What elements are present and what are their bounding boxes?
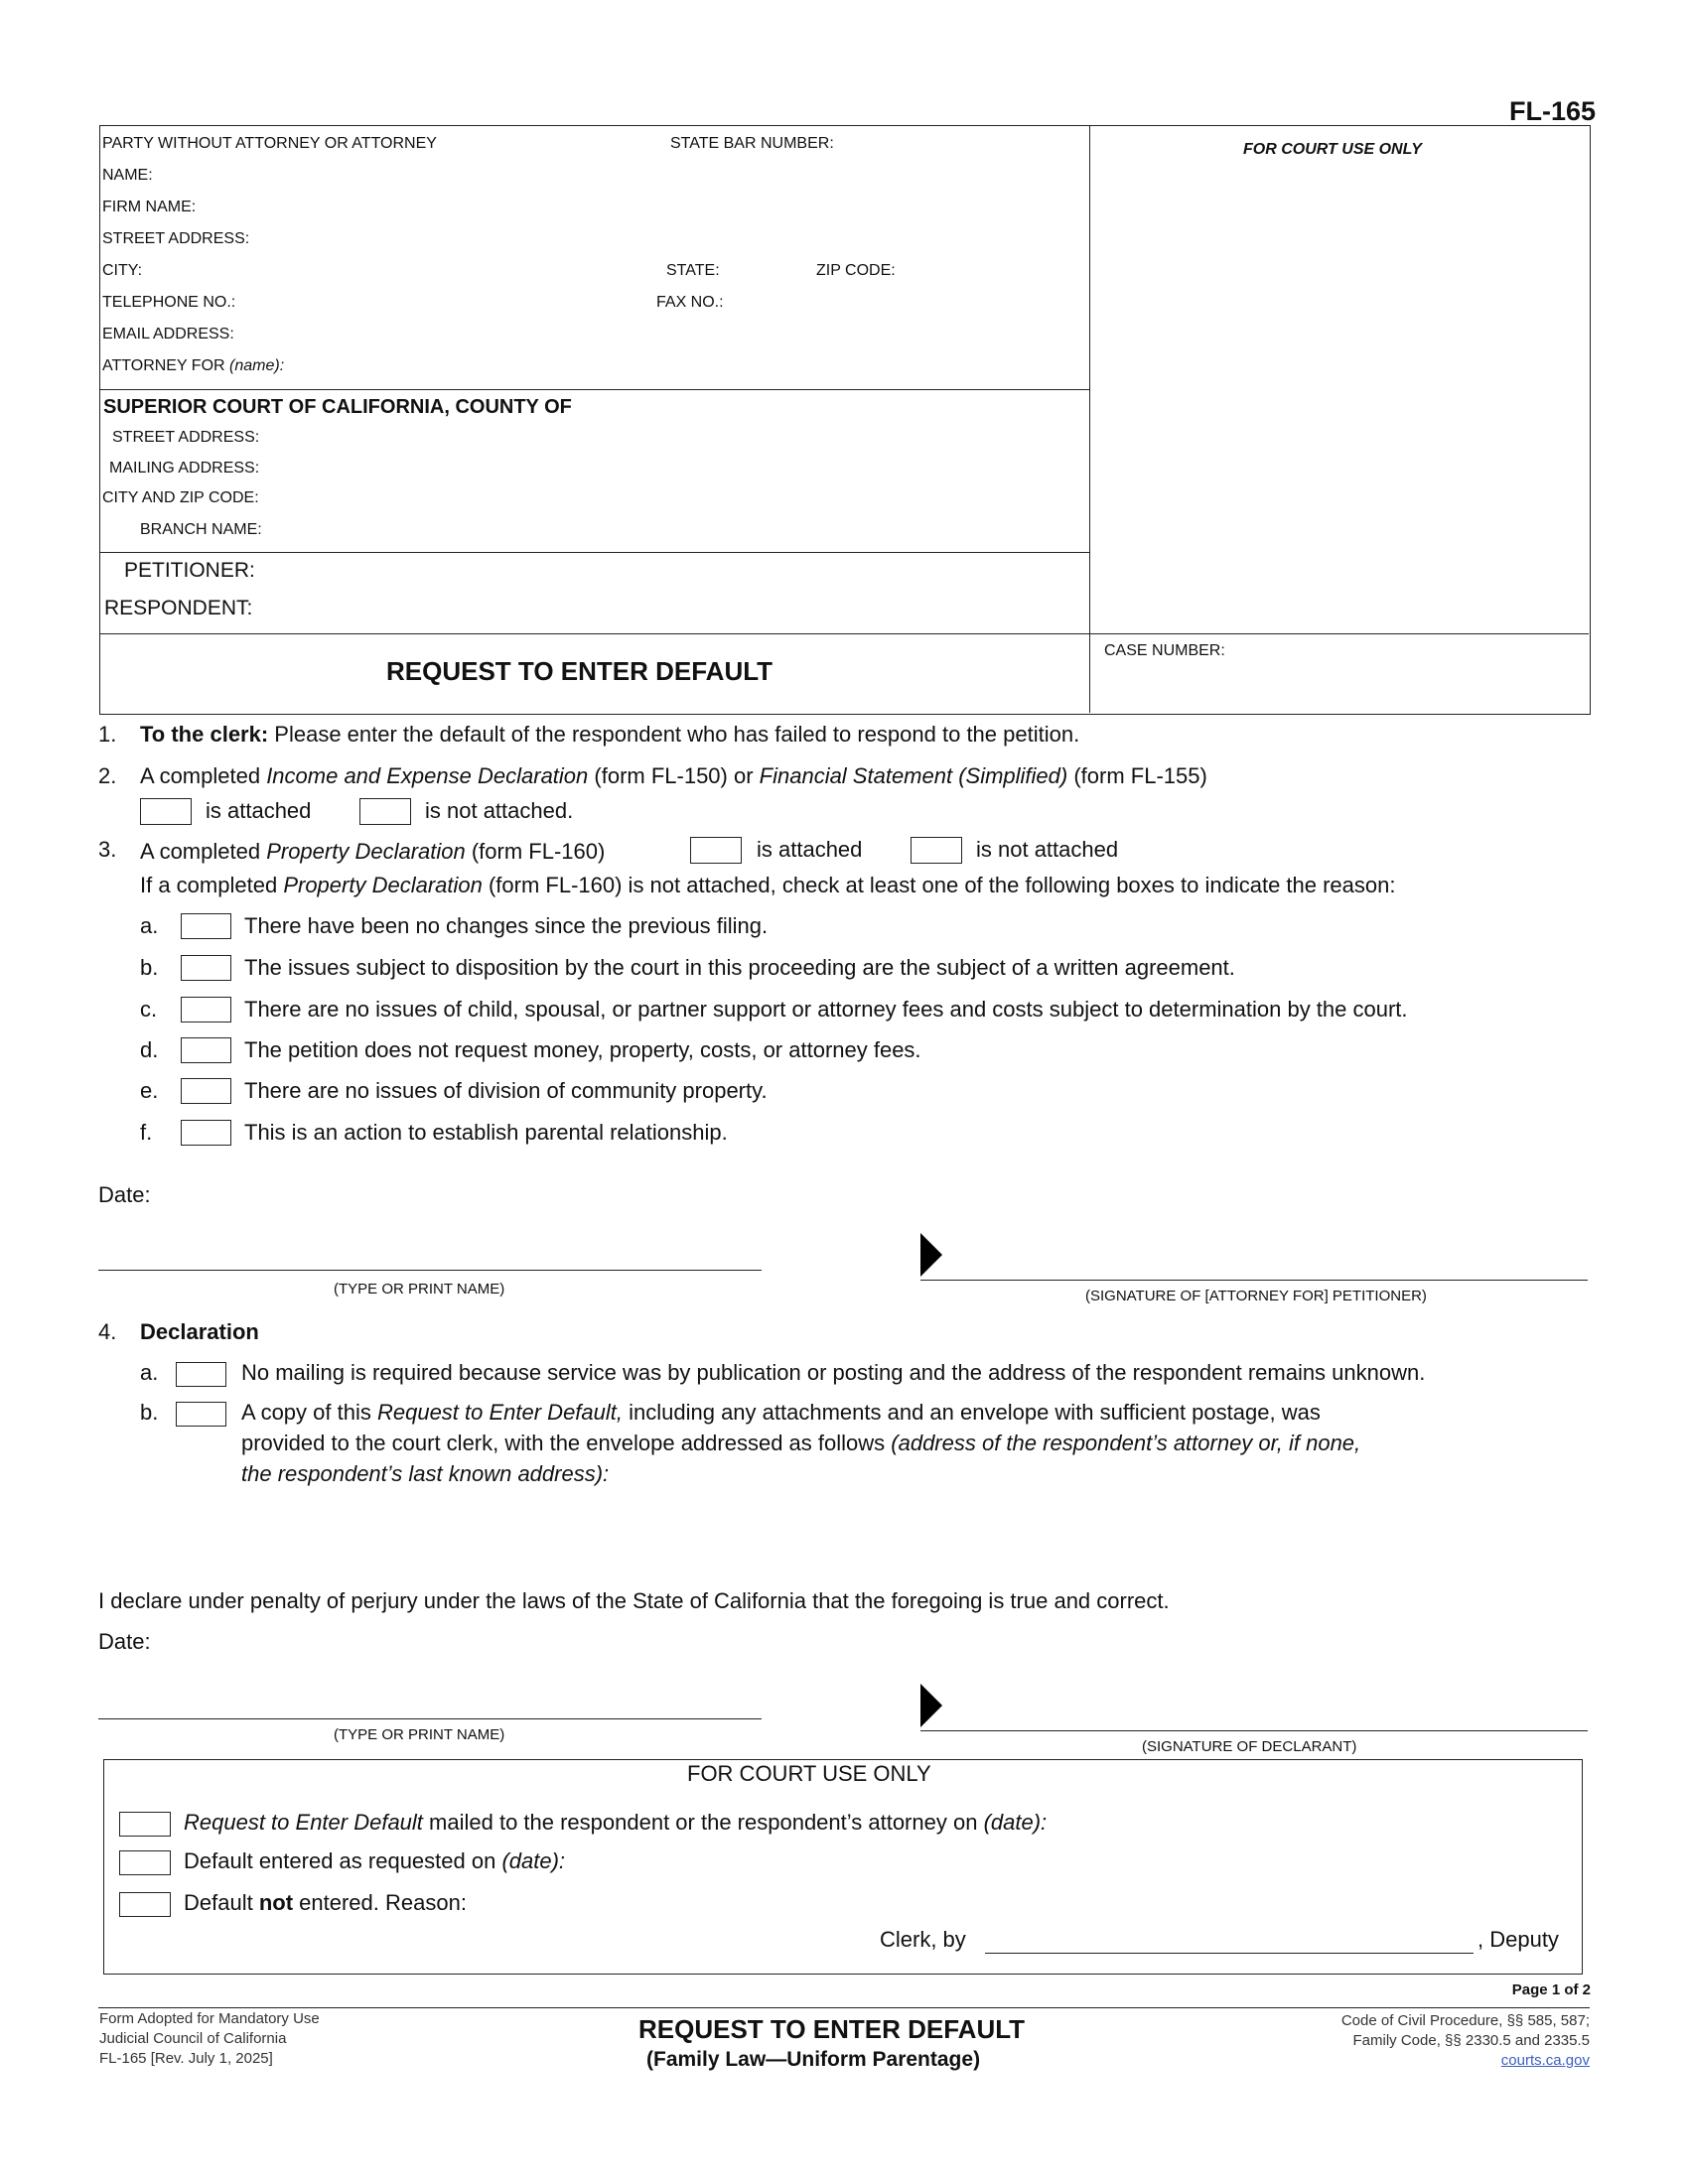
item4b-line2: provided to the court clerk, with the envelope addressed as follows (address of the respondent’s attorney or, if none, [241, 1431, 1361, 1455]
reason-d-checkbox[interactable] [181, 1037, 231, 1063]
firm-name-label[interactable]: FIRM NAME: [102, 199, 197, 215]
state-bar-label: STATE BAR NUMBER: [670, 135, 834, 152]
caption-box [99, 125, 1591, 715]
item3-number: 3. [98, 837, 117, 862]
declarant-signature-line[interactable] [920, 1730, 1588, 1731]
signature-arrow-icon [920, 1233, 942, 1277]
form-number: FL-165 [1508, 96, 1596, 126]
item2-attached-label: is attached [206, 798, 312, 823]
state-label[interactable]: STATE: [666, 262, 720, 279]
item4a-checkbox[interactable] [176, 1362, 226, 1387]
mailed-checkbox[interactable] [119, 1812, 171, 1837]
declaration-text: I declare under penalty of perjury under the laws of the State of California that the foregoing is true and correct. [98, 1588, 1170, 1613]
item4b-letter: b. [140, 1400, 159, 1425]
city-label[interactable]: CITY: [102, 262, 143, 279]
reason-text: There are no issues of division of community property. [244, 1078, 768, 1103]
court-title: SUPERIOR COURT OF CALIFORNIA, COUNTY OF [103, 396, 572, 418]
reason-letter: a. [140, 913, 159, 938]
deputy-label: , Deputy [1477, 1927, 1559, 1952]
item2-not-attached-label: is not attached. [425, 798, 574, 823]
attorney-for-label[interactable]: ATTORNEY FOR (name): [102, 357, 285, 374]
default-not-entered-checkbox[interactable] [119, 1892, 171, 1917]
date-label[interactable]: Date: [98, 1182, 151, 1207]
declarant-signature-caption: (SIGNATURE OF DECLARANT) [1142, 1738, 1357, 1755]
default-entered-text: Default entered as requested on (date): [184, 1848, 566, 1873]
mailed-text: Request to Enter Default mailed to the respondent or the respondent’s attorney on (date): [184, 1810, 1048, 1835]
item3-text: A completed Property Declaration (form FL-160) [140, 839, 606, 864]
respondent-label[interactable]: RESPONDENT: [104, 597, 253, 619]
item4-title: Declaration [140, 1319, 259, 1344]
reason-letter: f. [140, 1120, 153, 1145]
item2-number: 2. [98, 763, 117, 788]
page-number: Page 1 of 2 [1511, 1981, 1591, 1998]
item4a-text: No mailing is required because service was by publication or posting and the address of the respondent remains unknown. [241, 1360, 1426, 1385]
footer-subtitle: (Family Law—Uniform Parentage) [646, 2048, 981, 2071]
item3-attached-checkbox[interactable] [690, 837, 742, 864]
fax-label[interactable]: FAX NO.: [656, 294, 724, 311]
declarant-name-line[interactable] [98, 1718, 762, 1719]
footer-left-1: Form Adopted for Mandatory Use [99, 2010, 320, 2027]
document-title: REQUEST TO ENTER DEFAULT [386, 656, 774, 686]
court-branch-label[interactable]: BRANCH NAME: [140, 521, 262, 538]
street-address-label[interactable]: STREET ADDRESS: [102, 230, 250, 247]
item4b-line1: A copy of this Request to Enter Default, including any attachments and an envelope with sufficient postage, was [241, 1400, 1321, 1425]
reason-text: There have been no changes since the previous filing. [244, 913, 769, 938]
reason-text: The issues subject to disposition by the court in this proceeding are the subject of a written agreement. [244, 955, 1235, 980]
courts-link[interactable]: courts.ca.gov [1500, 2052, 1590, 2069]
reason-text: The petition does not request money, property, costs, or attorney fees. [244, 1037, 921, 1062]
reason-text: There are no issues of child, spousal, or partner support or attorney fees and costs subject to determination by the court. [244, 997, 1408, 1022]
date-label-2[interactable]: Date: [98, 1629, 151, 1654]
item3-attached-label: is attached [757, 837, 863, 862]
declarant-name-caption: (TYPE OR PRINT NAME) [334, 1726, 505, 1743]
item4-number: 4. [98, 1319, 117, 1344]
item1-number: 1. [98, 722, 117, 747]
item4b-line3: the respondent’s last known address): [241, 1461, 610, 1486]
footer-title: REQUEST TO ENTER DEFAULT [638, 2014, 1026, 2044]
item2-text: A completed Income and Expense Declaration (form FL-150) or Financial Statement (Simplified) (form FL-155) [140, 763, 1207, 788]
zip-code-label[interactable]: ZIP CODE: [816, 262, 896, 279]
signature-arrow-icon [920, 1684, 942, 1727]
item3-not-attached-label: is not attached [976, 837, 1119, 862]
clerk-line[interactable] [985, 1953, 1474, 1954]
item4b-checkbox[interactable] [176, 1402, 226, 1427]
reason-letter: e. [140, 1078, 159, 1103]
name-label[interactable]: NAME: [102, 167, 153, 184]
item2-not-attached-checkbox[interactable] [359, 798, 411, 825]
reason-e-checkbox[interactable] [181, 1078, 231, 1104]
name-line[interactable] [98, 1270, 762, 1271]
court-street-label[interactable]: STREET ADDRESS: [112, 429, 260, 446]
case-number-label[interactable]: CASE NUMBER: [1104, 642, 1225, 659]
footer-right-1: Code of Civil Procedure, §§ 585, 587; [1340, 2012, 1590, 2029]
item3-reason-intro: If a completed Property Declaration (form FL-160) is not attached, check at least one of the following boxes to indicate the reason: [140, 873, 1396, 897]
reason-b-checkbox[interactable] [181, 955, 231, 981]
court-use-label: FOR COURT USE ONLY [1243, 141, 1422, 158]
item4a-letter: a. [140, 1360, 159, 1385]
reason-c-checkbox[interactable] [181, 997, 231, 1023]
default-not-entered-text: Default not entered. Reason: [184, 1890, 467, 1915]
court-mailing-label[interactable]: MAILING ADDRESS: [109, 460, 260, 477]
signature-line[interactable] [920, 1280, 1588, 1281]
reason-letter: c. [140, 997, 158, 1022]
footer-left-3: FL-165 [Rev. July 1, 2025] [99, 2050, 273, 2067]
court-use-title: FOR COURT USE ONLY [687, 1761, 931, 1786]
petitioner-label[interactable]: PETITIONER: [124, 559, 255, 582]
email-label[interactable]: EMAIL ADDRESS: [102, 326, 234, 342]
reason-f-checkbox[interactable] [181, 1120, 231, 1146]
court-city-zip-label[interactable]: CITY AND ZIP CODE: [102, 489, 259, 506]
name-caption: (TYPE OR PRINT NAME) [334, 1281, 505, 1297]
footer-left-2: Judicial Council of California [99, 2030, 287, 2047]
item3-not-attached-checkbox[interactable] [911, 837, 962, 864]
reason-a-checkbox[interactable] [181, 913, 231, 939]
clerk-label: Clerk, by [880, 1927, 966, 1952]
reason-letter: d. [140, 1037, 159, 1062]
item2-attached-checkbox[interactable] [140, 798, 192, 825]
footer-right-2: Family Code, §§ 2330.5 and 2335.5 [1352, 2032, 1590, 2049]
item1-text: To the clerk: Please enter the default of the respondent who has failed to respond to the petition. [140, 722, 1080, 747]
reason-letter: b. [140, 955, 159, 980]
party-label: PARTY WITHOUT ATTORNEY OR ATTORNEY [102, 135, 437, 152]
telephone-label[interactable]: TELEPHONE NO.: [102, 294, 236, 311]
reason-text: This is an action to establish parental relationship. [244, 1120, 728, 1145]
default-entered-checkbox[interactable] [119, 1850, 171, 1875]
signature-caption: (SIGNATURE OF [ATTORNEY FOR] PETITIONER) [1085, 1288, 1427, 1304]
